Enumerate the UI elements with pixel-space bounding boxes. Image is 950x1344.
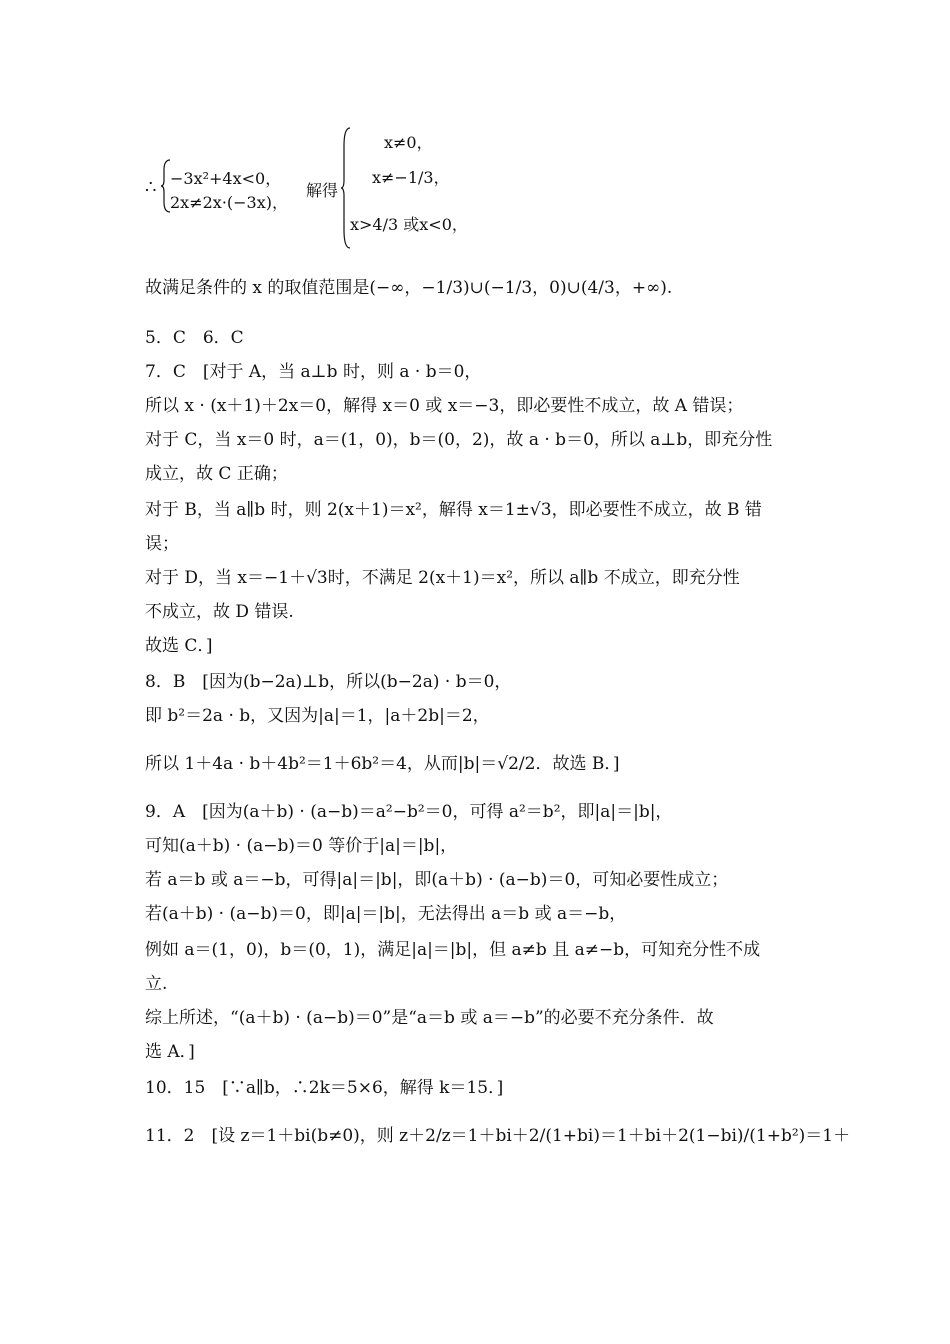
text-line-18: 例如 a＝(1，0)，b＝(0，1)，满足|a|＝|b|，但 a≠b 且 a≠−b，可知充分性不成: [145, 940, 761, 960]
solution-row-1: x≠0，: [384, 133, 433, 152]
text-line-9: 不成立，故 D 错误.: [145, 602, 294, 622]
text-line-17: 若(a＋b) · (a−b)＝0，即|a|＝|b|，无法得出 a＝b 或 a＝−b，: [145, 904, 627, 924]
text-line-10: 故选 C．]: [145, 636, 213, 656]
text-line-1: 5．C 6．C: [145, 328, 244, 348]
text-line-13: 所以 1＋4a · b＋4b²＝1＋6b²＝4，从而|b|＝√2/2．故选 B．]: [145, 754, 620, 774]
system-row-1: −3x²+4x<0，: [170, 169, 282, 188]
solution-row-3: x>4/3 或x<0，: [350, 215, 468, 234]
text-line-4: 对于 C，当 x＝0 时，a＝(1，0)，b＝(0，2)，故 a · b＝0，所以 a⊥b，即充分性: [145, 430, 773, 450]
text-line-16: 若 a＝b 或 a＝−b，可得|a|＝|b|，即(a＋b) · (a−b)＝0，可知必要性成立；: [145, 870, 729, 890]
text-line-23: 11．2 [设 z＝1＋bi(b≠0)，则 z＋2/z＝1＋bi＋2/(1+bi)＝1＋bi＋2(1−bi)/(1+b²)＝1＋: [145, 1126, 851, 1146]
text-line-22: 10．15 [∵a∥b，∴2k＝5×6，解得 k＝15．]: [145, 1078, 504, 1098]
text-line-11: 8．B [因为(b−2a)⊥b，所以(b−2a) · b＝0，: [145, 672, 512, 692]
solve-label: 解得: [306, 181, 339, 200]
text-line-3: 所以 x · (x＋1)＋2x＝0，解得 x＝0 或 x＝−3，即必要性不成立，故 A 错误；: [145, 396, 744, 416]
system-row-2: 2x≠2x·(−3x)，: [170, 193, 288, 212]
text-line-7: 误；: [145, 534, 179, 554]
therefore-symbol: ∴: [145, 177, 157, 198]
text-line-14: 9．A [因为(a＋b) · (a−b)＝a²−b²＝0，可得 a²＝b²，即|a|＝|b|，: [145, 802, 673, 822]
text-line-6: 对于 B，当 a∥b 时，则 2(x＋1)＝x²，解得 x＝1±√3，即必要性不成立，故 B 错: [145, 500, 762, 520]
text-line-5: 成立，故 C 正确；: [145, 464, 288, 484]
range-line: 故满足条件的 x 的取值范围是(−∞，−1/3)∪(−1/3，0)∪(4/3，+∞).: [145, 278, 673, 298]
text-line-2: 7．C [对于 A，当 a⊥b 时，则 a · b＝0，: [145, 362, 482, 382]
solution-row-2: x≠−1/3，: [372, 168, 450, 187]
text-line-8: 对于 D，当 x＝−1＋√3时，不满足 2(x＋1)＝x²，所以 a∥b 不成立，即充分性: [145, 568, 740, 588]
text-line-21: 选 A．]: [145, 1042, 195, 1062]
text-line-20: 综上所述，“(a＋b) · (a−b)＝0”是“a＝b 或 a＝−b”的必要不充分条件．故: [145, 1008, 714, 1028]
text-line-12: 即 b²＝2a · b，又因为|a|＝1，|a＋2b|＝2，: [145, 706, 490, 726]
text-line-15: 可知(a＋b) · (a−b)＝0 等价于|a|＝|b|，: [145, 836, 458, 856]
text-line-19: 立.: [145, 974, 168, 994]
